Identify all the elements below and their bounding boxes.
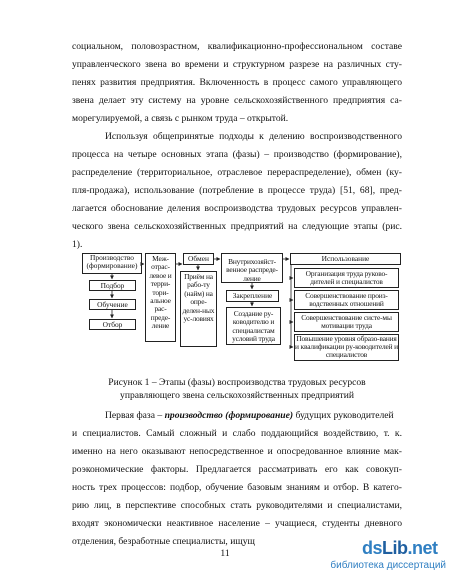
box-exchange: Обмен (183, 253, 214, 265)
text-line: роэкономические факторы. Предлагается рассматривать его как совокуп- (72, 464, 402, 475)
text-line: процесса на четыре основных этапа (фазы) – производство (формирование), (72, 149, 402, 160)
box-retention: Закрепление (226, 290, 279, 302)
text-line: лагается обоснование деления воспроизводства трудовых ресурсов управлен- (72, 203, 402, 214)
box-selection: Подбор (89, 280, 136, 291)
box-work-conditions: Создание ру-ководителю и специалистам условий труда (226, 307, 281, 345)
phase-term: производство (формирование) (164, 410, 294, 421)
box-usage-item: Организация труда руково-дителей и специалистов (294, 268, 399, 288)
page-number: 11 (220, 548, 230, 559)
box-usage-item: Повышение уровня образо-вания и квалификации ру-ководителей и специалистов (295, 334, 398, 360)
text-line: рию лиц, в перспективе способных стать руководителями и специалистами, (72, 500, 402, 511)
box-hiring: Приём на рабо-ту (найм) на опре-делен-ных ус-ловиях (180, 271, 217, 347)
text-line: социальном, половозрастном, квалификационно-профессиональном составе (72, 41, 402, 52)
watermark-logo (330, 538, 446, 574)
box-screening: Отбор (89, 319, 136, 330)
box-usage-item: Совершенствование систе-мы мотивации труда (294, 312, 399, 332)
box-distribution: Меж-отрас-левое и терри-тори-альное рас-преде-ление (145, 253, 176, 342)
box-internal-distribution: Внутрихозяйст-венное распреде-ление (221, 253, 283, 283)
box-training: Обучение (89, 299, 136, 310)
box-production: Производство (формирование) (82, 253, 142, 274)
text-line: ческого звена сельскохозяйственных предприятий на следующие этапы (рис. (72, 221, 402, 232)
text-line (105, 410, 394, 422)
box-usage-item: Совершенствование произ-водственных отношений (294, 290, 399, 310)
text-line: морегулируемой, а связь с рынком труда – открытой. (72, 113, 289, 124)
text-line: Используя общепринятые подходы к делению воспроизводственного (105, 131, 402, 142)
text-line: входят экономически неактивное население – учащиеся, студенты дневного (72, 518, 402, 529)
text-line: и специалистов. Самый сложный и слабо поддающийся воздействию, т. к. (72, 428, 402, 439)
box-usage: Использование (290, 253, 401, 265)
watermark-subtitle: библиотека диссертаций (330, 560, 446, 571)
text-line: распределение (территориальное, отраслевое перераспределение), обмен (ку- (72, 167, 402, 178)
figure-caption: управляющего звена сельскохозяйственных предприятий (120, 390, 354, 401)
text-line: пенях развития предприятия. Включенность в процесс самого управляющего (72, 77, 402, 88)
text-line: звена делает эту систему на уровне сельскохозяйственного предприятия са- (72, 95, 402, 106)
text-line: именно на него оказывают непосредственное и опосредованное влияние мак- (72, 446, 402, 457)
text-line: пля-продажа), использование (потребление в процессе труда) [51, 68], пред- (72, 185, 402, 196)
text-line: отделения, безработные специалисты, ищущ (72, 536, 255, 547)
figure-caption: Рисунок 1 – Этапы (фазы) воспроизводства трудовых ресурсов (108, 377, 366, 388)
text-line: ность трех процессов: подбор, обучение базовым знаниям и отбор. В катего- (72, 482, 402, 493)
phase-lead: Первая фаза – (105, 410, 165, 421)
dslib-logo-icon: dsLib.net (362, 538, 438, 558)
text-line: 1). (72, 239, 83, 250)
phase-rest: будущих руководителей (293, 410, 394, 421)
text-line: управленческого звена во времени и структурном разрезе на различных сту- (72, 59, 402, 70)
